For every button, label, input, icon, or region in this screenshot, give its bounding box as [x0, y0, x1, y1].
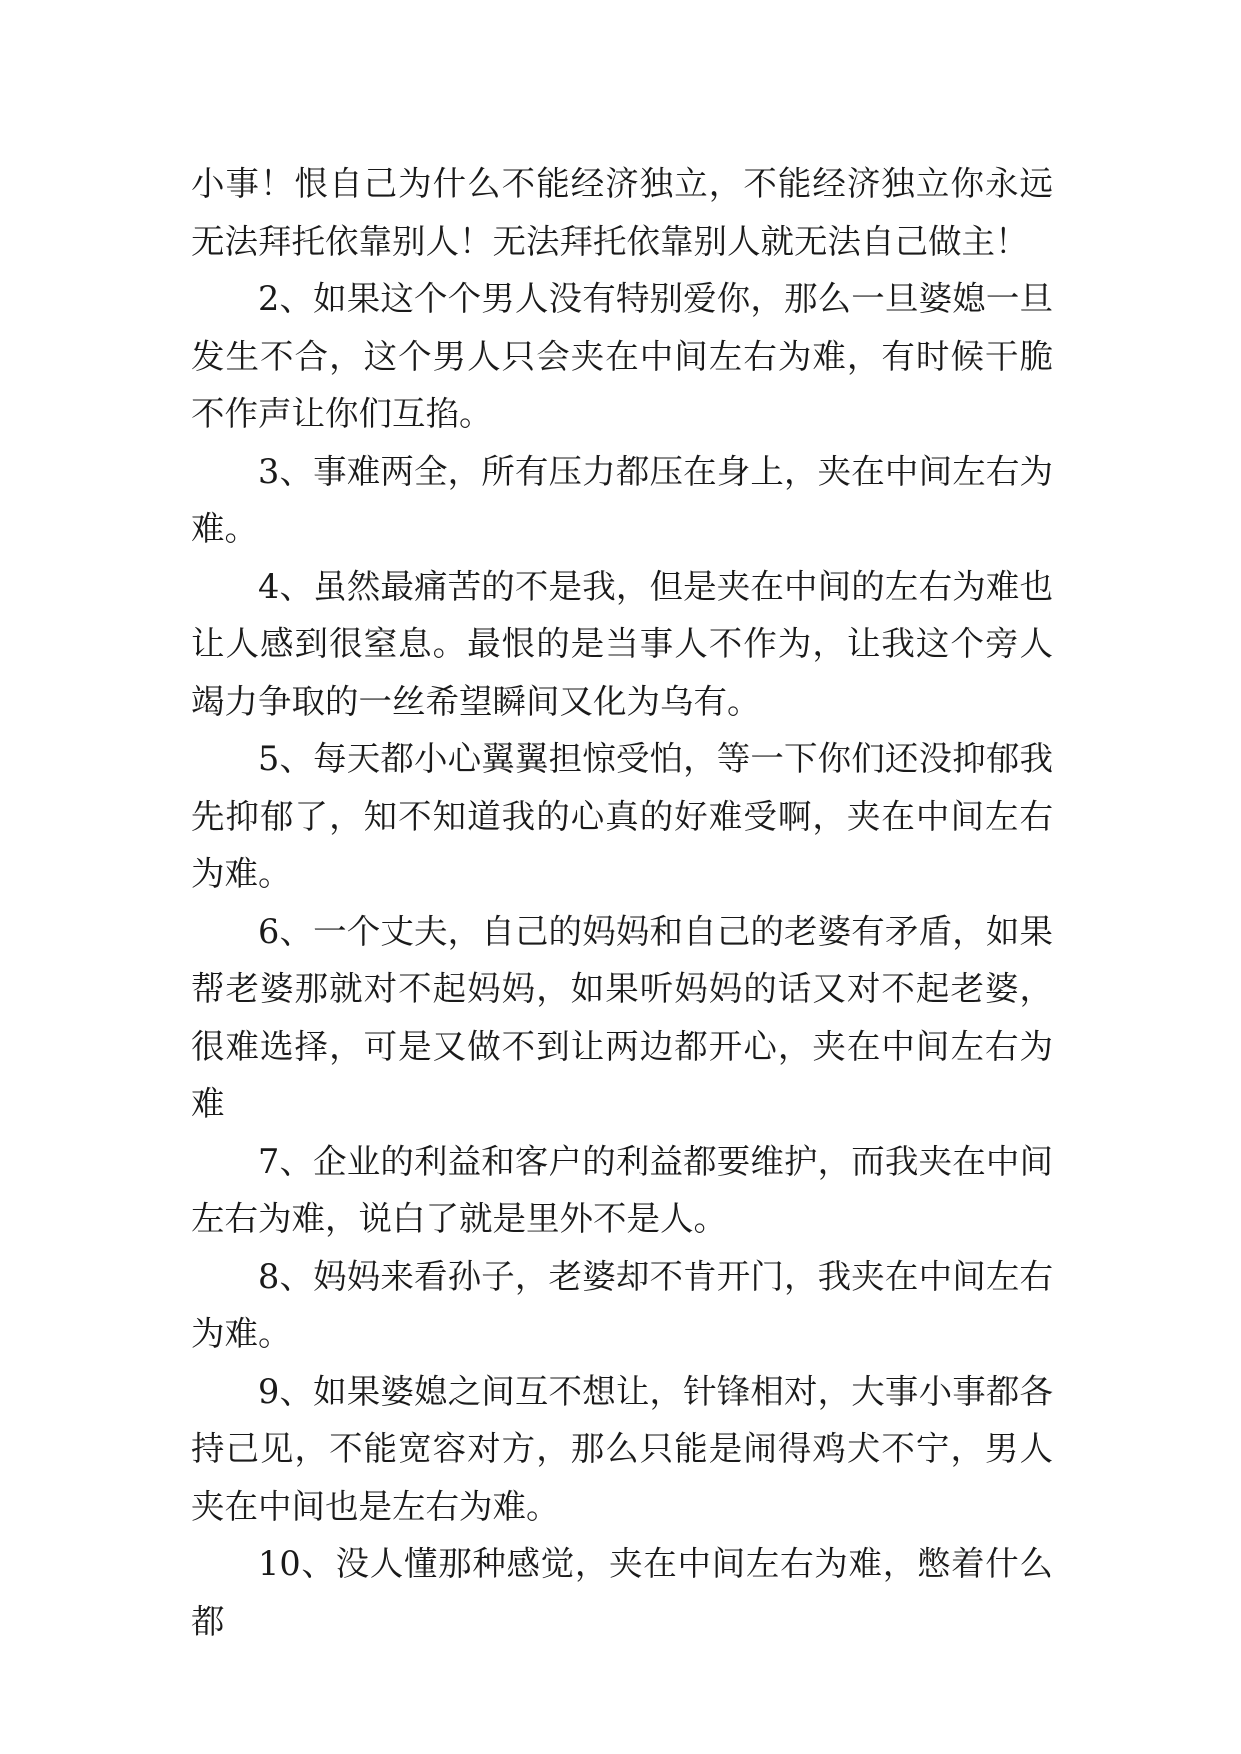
- paragraph-continuation: 小事！恨自己为什么不能经济独立，不能经济独立你永远无法拜托依靠别人！无法拜托依靠别人就无法自己做主！: [191, 164, 1053, 261]
- paragraph-item-10: 10、没人懂那种感觉，夹在中间左右为难，憋着什么都: [191, 1544, 1053, 1641]
- paragraph-item-9: 9、如果婆媳之间互不想让，针锋相对，大事小事都各持己见，不能宽容对方，那么只能是闹得鸡犬不宁，男人夹在中间也是左右为难。: [191, 1371, 1053, 1526]
- document-body: [191, 155, 1053, 1650]
- paragraph-item-7: 7、企业的利益和客户的利益都要维护，而我夹在中间左右为难，说白了就是里外不是人。: [191, 1141, 1053, 1238]
- paragraph-item-3: 3、事难两全，所有压力都压在身上，夹在中间左右为难。: [191, 451, 1053, 548]
- paragraph-item-6: 6、一个丈夫，自己的妈妈和自己的老婆有矛盾，如果帮老婆那就对不起妈妈，如果听妈妈的话又对不起老婆，很难选择，可是又做不到让两边都开心，夹在中间左右为难: [191, 911, 1053, 1123]
- paragraph-item-4: 4、虽然最痛苦的不是我，但是夹在中间的左右为难也让人感到很窒息。最恨的是当事人不作为，让我这个旁人竭力争取的一丝希望瞬间又化为乌有。: [191, 566, 1053, 721]
- paragraph-item-2: 2、如果这个个男人没有特别爱你，那么一旦婆媳一旦发生不合，这个男人只会夹在中间左右为难，有时候干脆不作声让你们互掐。: [191, 279, 1053, 433]
- document-page: [191, 0, 1053, 1754]
- paragraph-item-8: 8、妈妈来看孙子，老婆却不肯开门，我夹在中间左右为难。: [191, 1256, 1053, 1353]
- paragraph-item-5: 5、每天都小心翼翼担惊受怕，等一下你们还没抑郁我先抑郁了，知不知道我的心真的好难受啊，夹在中间左右为难。: [191, 739, 1053, 893]
